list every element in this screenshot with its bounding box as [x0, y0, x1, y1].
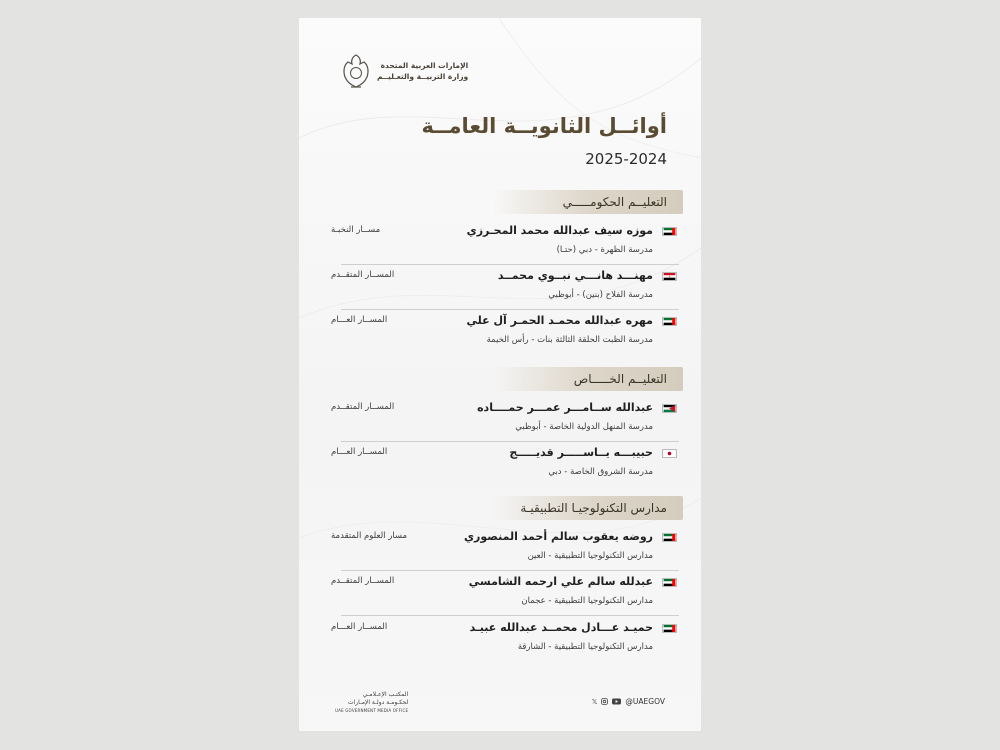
school-name: مدارس التكنولوجيا التطبيقية - عجمان: [521, 596, 653, 606]
media-office-line-1: المكتـب الإعـلامـي: [362, 691, 409, 698]
uae-flag-icon: [662, 317, 677, 326]
study-track: المســار المتقــدم: [331, 402, 395, 412]
school-name: مدرسة الشروق الخاصة - دبي: [548, 467, 653, 477]
list-item: [321, 309, 679, 355]
study-track: المســار العـــام: [331, 622, 388, 632]
study-track: مسار العلوم المتقدمة: [331, 531, 408, 541]
ministry-header: [339, 51, 468, 91]
academic-year: 2025-2024: [585, 150, 667, 168]
school-name: مدرسة الظهرة - دبي (حتـا): [556, 245, 653, 255]
ministry-line-2: وزارة التربيــة والتعـليــم: [377, 72, 469, 81]
x-icon[interactable]: 𝕏: [591, 697, 598, 706]
list-item: [321, 525, 679, 571]
instagram-icon[interactable]: [601, 698, 608, 705]
student-name: مهنـــد هانـــي نبــوي محمــد: [497, 269, 653, 282]
student-name: عبدالله ســامـــر عمـــر حمــــاده: [477, 401, 653, 414]
social-links: [592, 697, 665, 706]
student-name: مهره عبدالله محمـد الحمـر آل علي: [466, 314, 653, 327]
study-track: المســار العـــام: [331, 447, 388, 457]
uae-flag-icon: [662, 533, 677, 542]
student-name: عبدلله سالم علي ارحمه الشامسي: [468, 575, 653, 588]
study-track: مســار النخبـة: [331, 225, 381, 235]
study-track: المســار المتقــدم: [331, 576, 395, 586]
student-name: حبيبـــه يــاســـــر قديـــــج: [509, 446, 653, 459]
media-office-english: UAE GOVERNMENT MEDIA OFFICE: [335, 708, 409, 713]
uae-falcon-emblem-icon: [339, 51, 373, 91]
social-handle[interactable]: @UAEGOV: [625, 697, 665, 706]
school-name: مدرسة الظبت الحلقة الثالثة بنات - رأس الخيمة: [486, 335, 653, 345]
school-name: مدارس التكنولوجيا التطبيقية - العين: [527, 551, 653, 561]
ministry-line-1: الإمارات العربية المتحدة: [380, 61, 469, 70]
poster: [299, 18, 701, 731]
uae-flag-icon: [662, 578, 677, 587]
student-name: حميـد عـــادل محمــد عبدالله عبيـد: [469, 621, 653, 634]
list-item: [321, 616, 679, 662]
study-track: المســار المتقــدم: [331, 270, 395, 280]
student-name: روضه يعقوب سالم أحمد المنصوري: [463, 530, 653, 543]
list-item: [321, 396, 679, 442]
list-item: [321, 264, 679, 310]
ministry-name: [377, 60, 468, 82]
uae-flag-icon: [662, 227, 677, 236]
media-office-logo: [335, 691, 408, 715]
list-item: [321, 441, 679, 487]
school-name: مدارس التكنولوجيا التطبيقية - الشارقة: [517, 642, 653, 652]
egypt-flag-icon: [662, 272, 677, 281]
page-title: أوائــل الثانويــة العامــة: [421, 114, 667, 138]
list-item: [321, 219, 679, 265]
section-private-header: التعليــم الخـــــاص: [493, 367, 683, 391]
media-office-line-2: لحكـومـة دولـة الإمـارات: [347, 699, 409, 706]
school-name: مدرسة المنهل الدولية الخاصة - أبوظبي: [515, 422, 653, 432]
school-name: مدرسة الفلاح (بنين) - أبوظبي: [548, 290, 653, 300]
study-track: المســار العـــام: [331, 315, 388, 325]
japan-flag-icon: [662, 449, 677, 458]
section-applied-tech-header: مدارس التكنولوجيـا التطبيقيـة: [493, 496, 683, 520]
jordan-flag-icon: [662, 404, 677, 413]
section-government-header: التعليــم الحكومـــــي: [493, 190, 683, 214]
youtube-icon[interactable]: [612, 698, 621, 705]
student-name: موزه سيف عبدالله محمد المحـرزي: [466, 224, 653, 237]
list-item: [321, 570, 679, 616]
uae-flag-icon: [662, 624, 677, 633]
